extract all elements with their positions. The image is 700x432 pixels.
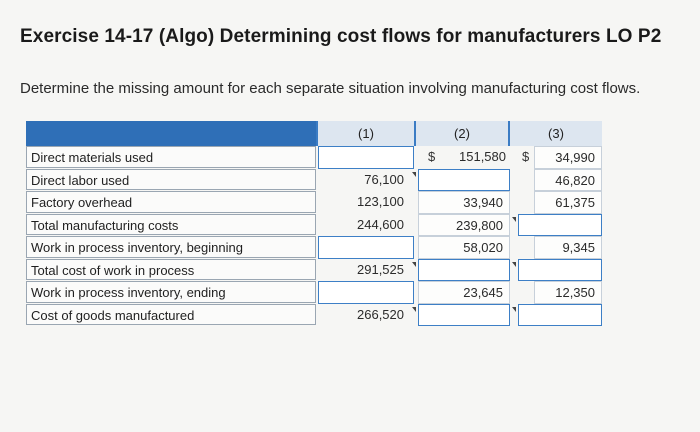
row-label: Total manufacturing costs [26, 214, 316, 236]
col1-value: 76,100 [364, 171, 404, 187]
col3-input[interactable] [518, 304, 602, 327]
col2-value: 239,800 [418, 214, 510, 237]
row-label: Factory overhead [26, 191, 316, 213]
column-header-2: (2) [416, 121, 508, 146]
col1-value: 244,600 [357, 216, 404, 232]
table-row [26, 214, 602, 237]
table-row [26, 259, 602, 282]
table-header [26, 121, 602, 146]
column-header-1: (1) [318, 121, 414, 146]
col1-input[interactable] [318, 146, 414, 169]
answer-flag-icon [412, 262, 416, 267]
header-label-bar [26, 121, 316, 146]
col3-value: 34,990 [534, 146, 602, 169]
col1-input[interactable] [318, 236, 414, 259]
table-row [26, 146, 602, 169]
exercise-title: Exercise 14-17 (Algo) Determining cost flows for manufacturers LO P2 [20, 26, 662, 47]
answer-flag-icon [512, 262, 516, 267]
col2-input[interactable] [418, 259, 510, 282]
col2-value: 58,020 [418, 236, 510, 259]
col3-value: 9,345 [534, 236, 602, 259]
col1-value: 291,525 [357, 261, 404, 277]
col2-value: 151,580 [459, 149, 506, 164]
col2-value: 33,940 [418, 191, 510, 214]
col1-input[interactable] [318, 281, 414, 304]
column-header-3: (3) [510, 121, 602, 146]
col3-value: 46,820 [534, 169, 602, 192]
row-label: Work in process inventory, ending [26, 281, 316, 303]
table-row [26, 281, 602, 304]
col3-value: 12,350 [534, 281, 602, 304]
answer-flag-icon [512, 307, 516, 312]
table-row [26, 304, 602, 327]
row-label: Direct labor used [26, 169, 316, 191]
row-label: Work in process inventory, beginning [26, 236, 316, 258]
answer-flag-icon [512, 217, 516, 222]
row-label: Cost of goods manufactured [26, 304, 316, 326]
col3-input[interactable] [518, 214, 602, 237]
table-row [26, 236, 602, 259]
col2-value: 23,645 [418, 281, 510, 304]
col2-input[interactable] [418, 169, 510, 192]
row-label: Total cost of work in process [26, 259, 316, 281]
col1-value: 123,100 [357, 194, 404, 209]
dollar-sign: $ [428, 149, 436, 164]
table-row [26, 169, 602, 192]
cost-flow-table [26, 121, 602, 326]
answer-flag-icon [412, 172, 416, 177]
col3-value: 61,375 [534, 191, 602, 214]
table-row [26, 191, 602, 214]
instructions-text: Determine the missing amount for each separate situation involving manufacturing cost flows. [20, 80, 641, 97]
col3-input[interactable] [518, 259, 602, 282]
dollar-sign: $ [522, 149, 530, 164]
row-label: Direct materials used [26, 146, 316, 168]
answer-flag-icon [412, 307, 416, 312]
col1-value: 266,520 [357, 306, 404, 322]
col2-input[interactable] [418, 304, 510, 327]
